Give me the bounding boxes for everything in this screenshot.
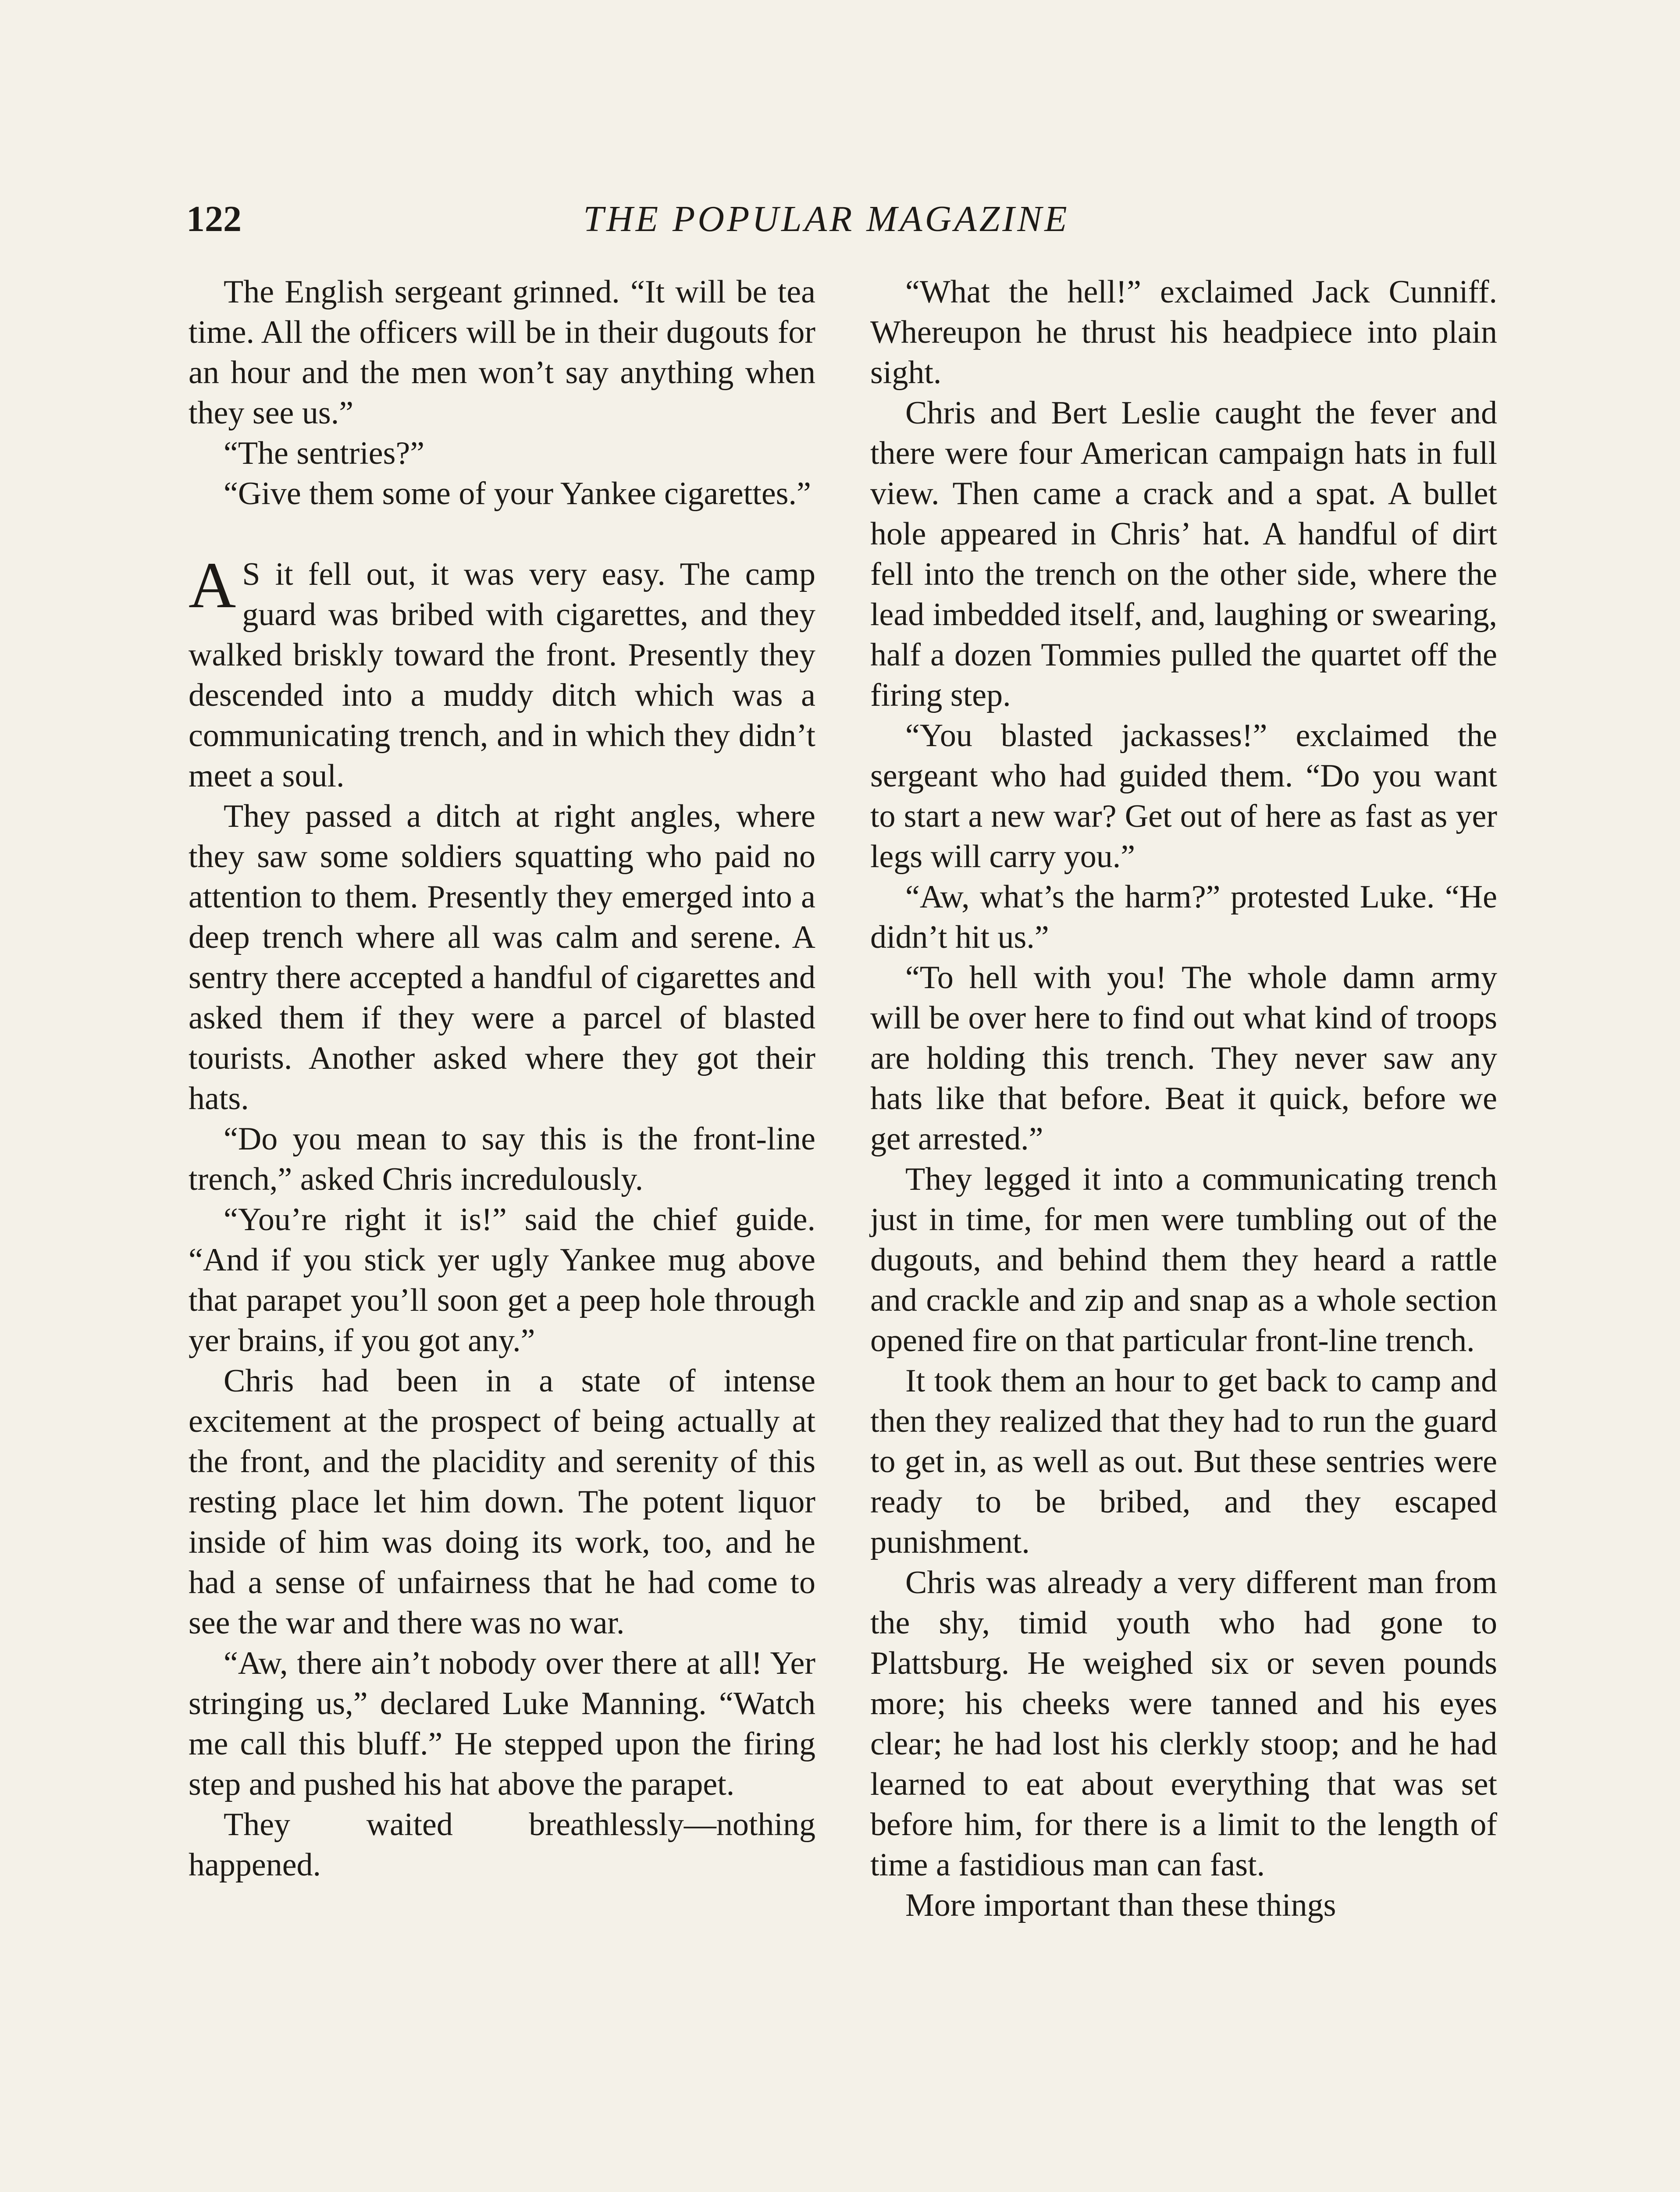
paragraph: They passed a ditch at right angles, where they saw some soldiers squatting who paid no attention to them. Presently they emerged into a deep trench where all was calm and serene. A sentry there accepted a handful of cigarettes and asked them if they were a parcel of blasted tourists. Another asked where they got their hats. (189, 798, 815, 1117)
running-title: THE POPULAR MAGAZINE (583, 199, 1070, 239)
small-caps-lead: S (242, 556, 260, 592)
paragraph: “You’re right it is!” said the chief guide. “And if you stick yer ugly Yankee mug above that parapet you’ll soon get a peep hole through yer brains, if you got any.” (189, 1202, 815, 1359)
right-column (870, 272, 1497, 1925)
paragraph: “Aw, what’s the harm?” protested Luke. “He didn’t hit us.” (870, 879, 1497, 955)
left-column (189, 272, 815, 1885)
paragraph: “Do you mean to say this is the front-line trench,” asked Chris incredulously. (189, 1121, 815, 1197)
paragraph: “To hell with you! The whole damn army will be over here to find out what kind of troops are holding this trench. They never saw any hats like that before. Beat it quick, before we get arrested.” (870, 960, 1497, 1157)
paragraph: More important than these things (905, 1887, 1336, 1923)
paragraph-text: it fell out, it was very easy. The camp guard was bribed with cigarettes, and they walked briskly toward the front. Presently they descended into a muddy ditch which was a communicating trench, and in which they didn’t meet a soul. (189, 556, 815, 794)
paragraph: “You blasted jackasses!” exclaimed the sergeant who had guided them. “Do you want to start a new war? Get out of here as fast as yer legs will carry you.” (870, 718, 1497, 875)
paragraph: Chris and Bert Leslie caught the fever and there were four American campaign hats in full view. Then came a crack and a spat. A bullet hole appeared in Chris’ hat. A handful of dirt fell into the trench on the other side, where the lead imbedded itself, and, laughing or swearing, half a dozen Tommies pulled the quartet off the firing step. (870, 395, 1497, 713)
paragraph: “What the hell!” exclaimed Jack Cunniff. Whereupon he thrust his headpiece into plain sight. (870, 274, 1497, 391)
paragraph: The English sergeant grinned. “It will be tea time. All the officers will be in their dugouts for an hour and the men won’t say anything when they see us.” (189, 274, 815, 431)
page-header (186, 193, 1466, 246)
paragraph: Chris had been in a state of intense excitement at the prospect of being actually at the front, and the placidity and serenity of this resting place let him down. The potent liquor inside of him was doing its work, too, and he had a sense of unfairness that he had come to see the war and there was no war. (189, 1363, 815, 1641)
paragraph: They legged it into a communicating trench just in time, for men were tumbling out of the dugouts, and behind them they heard a rattle and crackle and zip and snap as a whole section opened fire on that particular front-line trench. (870, 1161, 1497, 1359)
section-opening-paragraph (189, 549, 815, 796)
paragraph: Chris was already a very different man from the shy, timid youth who had gone to Plattsburg. He weighed six or seven pounds more; his cheeks were tanned and his eyes clear; he had lost his clerkly stoop; and he had learned to eat about everything that was set before him, for there is a limit to the length of time a fastidious man can fast. (870, 1565, 1497, 1883)
paragraph: It took them an hour to get back to camp and then they realized that they had to run the guard to get in, as well as out. But these sentries were ready to be bribed, and they escaped punishment. (870, 1363, 1497, 1560)
paragraph: They waited breathlessly—nothing happened. (189, 1807, 815, 1883)
paragraph: “The sentries?” (224, 435, 425, 471)
drop-cap: A (189, 549, 236, 622)
page-number: 122 (186, 199, 242, 239)
paragraph: “Give them some of your Yankee cigarettes.” (224, 476, 811, 512)
paragraph: “Aw, there ain’t nobody over there at all! Yer stringing us,” declared Luke Manning. “Watch me call this bluff.” He stepped upon the firing step and pushed his hat above the parapet. (189, 1645, 815, 1802)
